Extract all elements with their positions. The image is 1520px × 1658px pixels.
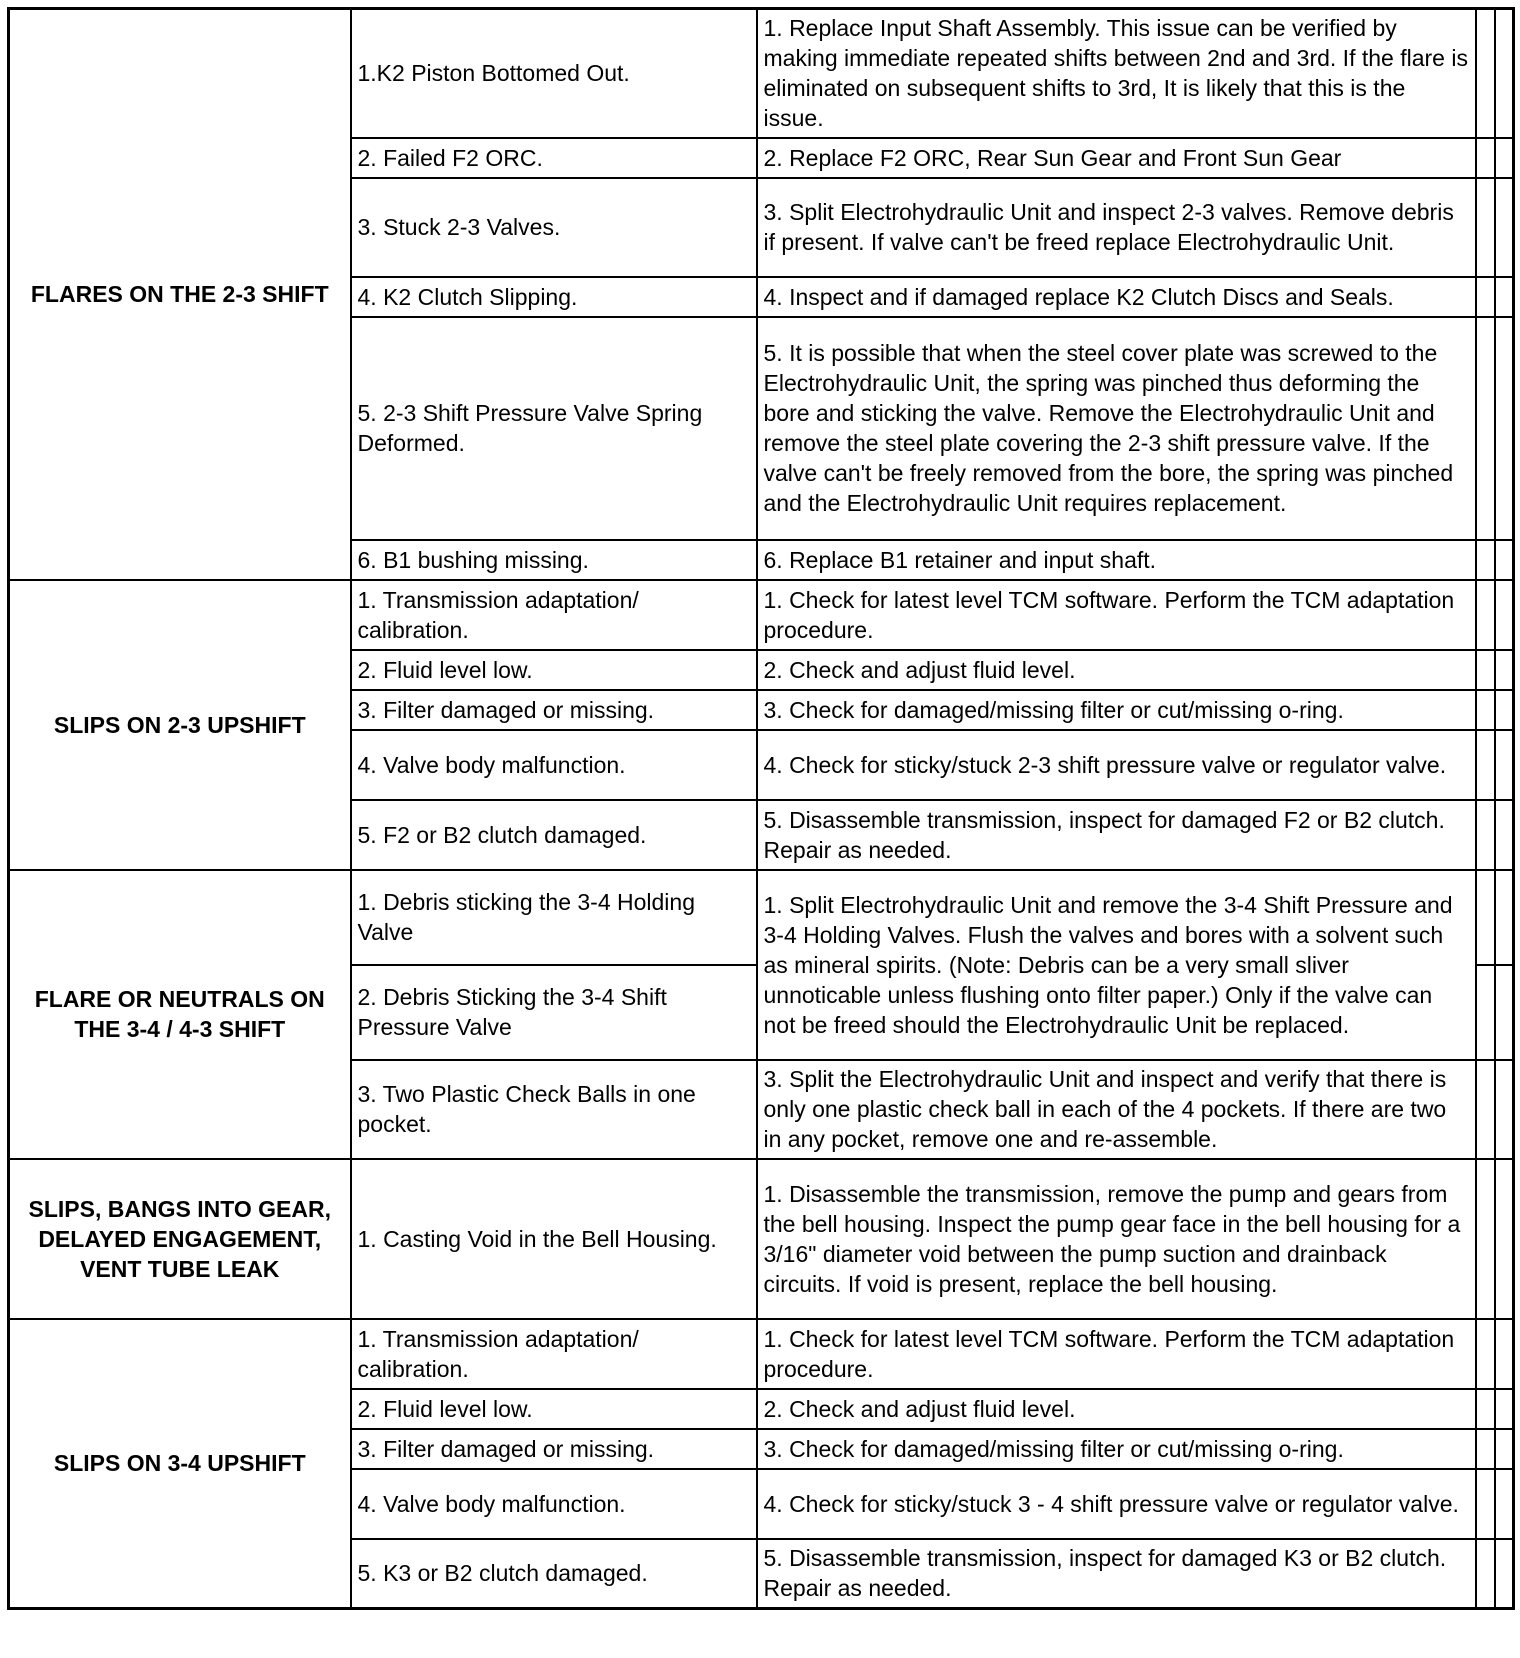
correction-cell: 5. It is possible that when the steel cover plate was screwed to the Electrohydraulic Unit, the spring was pinched thus deforming the bore and sticking the valve. Remove the Electrohydraulic Unit and remove the steel plate covering the 2-3 shift pressure valve. If the valve can't be freely removed from the bore, the spring was pinched and the Electrohydraulic Unit requires replacement. — [757, 317, 1476, 540]
check-box — [1495, 1159, 1514, 1319]
check-box — [1476, 690, 1495, 730]
cause-cell: 6. B1 bushing missing. — [351, 540, 757, 580]
correction-cell: 6. Replace B1 retainer and input shaft. — [757, 540, 1476, 580]
check-box — [1495, 965, 1514, 1060]
check-box — [1476, 800, 1495, 870]
cause-cell: 4. K2 Clutch Slipping. — [351, 277, 757, 317]
cause-cell: 4. Valve body malfunction. — [351, 1469, 757, 1539]
correction-cell: 3. Check for damaged/missing filter or cut/missing o-ring. — [757, 690, 1476, 730]
check-box — [1495, 1060, 1514, 1159]
condition-cell: SLIPS ON 3-4 UPSHIFT — [9, 1319, 351, 1609]
check-box — [1495, 277, 1514, 317]
cause-cell: 1. Casting Void in the Bell Housing. — [351, 1159, 757, 1319]
cause-cell: 5. 2-3 Shift Pressure Valve Spring Deformed. — [351, 317, 757, 540]
check-box — [1495, 317, 1514, 540]
check-box — [1476, 870, 1495, 965]
check-box — [1495, 540, 1514, 580]
check-box — [1476, 650, 1495, 690]
check-box — [1476, 730, 1495, 800]
correction-cell: 4. Inspect and if damaged replace K2 Clutch Discs and Seals. — [757, 277, 1476, 317]
cause-cell: 2. Fluid level low. — [351, 650, 757, 690]
correction-cell: 1. Split Electrohydraulic Unit and remove the 3-4 Shift Pressure and 3-4 Holding Valves. Flush the valves and bores with a solvent such as mineral spirits. (Note: Debris can be a very small sliver unnoticable unless flushing onto filter paper.) Only if the valve can not be freed should the Electrohydraulic Unit be replaced. — [757, 870, 1476, 1060]
cause-cell: 3. Two Plastic Check Balls in one pocket. — [351, 1060, 757, 1159]
check-box — [1495, 1469, 1514, 1539]
correction-cell: 5. Disassemble transmission, inspect for damaged F2 or B2 clutch. Repair as needed. — [757, 800, 1476, 870]
cause-cell: 1. Transmission adaptation/ calibration. — [351, 580, 757, 650]
cause-cell: 3. Filter damaged or missing. — [351, 690, 757, 730]
table-row — [9, 1319, 1514, 1389]
check-box — [1476, 9, 1495, 138]
check-box — [1476, 138, 1495, 178]
table-row — [9, 1159, 1514, 1319]
correction-cell: 4. Check for sticky/stuck 3 - 4 shift pressure valve or regulator valve. — [757, 1469, 1476, 1539]
condition-cell: SLIPS ON 2-3 UPSHIFT — [9, 580, 351, 870]
cause-cell: 5. F2 or B2 clutch damaged. — [351, 800, 757, 870]
table-row — [9, 580, 1514, 650]
check-box — [1476, 1469, 1495, 1539]
correction-cell: 2. Replace F2 ORC, Rear Sun Gear and Front Sun Gear — [757, 138, 1476, 178]
correction-cell: 1. Disassemble the transmission, remove the pump and gears from the bell housing. Inspect the pump gear face in the bell housing for a 3/16" diameter void between the pump suction and drainback circuits. If void is present, replace the bell housing. — [757, 1159, 1476, 1319]
check-box — [1495, 178, 1514, 277]
correction-cell: 4. Check for sticky/stuck 2-3 shift pressure valve or regulator valve. — [757, 730, 1476, 800]
check-box — [1476, 1539, 1495, 1609]
table-row — [9, 9, 1514, 138]
cause-cell: 1.K2 Piston Bottomed Out. — [351, 9, 757, 138]
cause-cell: 3. Filter damaged or missing. — [351, 1429, 757, 1469]
check-box — [1476, 580, 1495, 650]
correction-cell: 3. Split Electrohydraulic Unit and inspect 2-3 valves. Remove debris if present. If valve can't be freed replace Electrohydraulic Unit. — [757, 178, 1476, 277]
cause-cell: 2. Debris Sticking the 3-4 Shift Pressure Valve — [351, 965, 757, 1060]
check-box — [1476, 1319, 1495, 1389]
cause-cell: 1. Debris sticking the 3-4 Holding Valve — [351, 870, 757, 965]
check-box — [1495, 650, 1514, 690]
condition-cell: FLARE OR NEUTRALS ON THE 3-4 / 4-3 SHIFT — [9, 870, 351, 1159]
check-box — [1495, 1539, 1514, 1609]
correction-cell: 1. Replace Input Shaft Assembly. This issue can be verified by making immediate repeated shifts between 2nd and 3rd. If the flare is eliminated on subsequent shifts to 3rd, It is likely that this is the issue. — [757, 9, 1476, 138]
check-box — [1476, 277, 1495, 317]
check-box — [1476, 1429, 1495, 1469]
correction-cell: 3. Split the Electrohydraulic Unit and inspect and verify that there is only one plastic check ball in each of the 4 pockets. If there are two in any pocket, remove one and re-assemble. — [757, 1060, 1476, 1159]
cause-cell: 5. K3 or B2 clutch damaged. — [351, 1539, 757, 1609]
check-box — [1495, 690, 1514, 730]
table-row — [9, 870, 1514, 965]
cause-cell: 2. Failed F2 ORC. — [351, 138, 757, 178]
check-box — [1476, 317, 1495, 540]
condition-cell: FLARES ON THE 2-3 SHIFT — [9, 9, 351, 580]
correction-cell: 1. Check for latest level TCM software. Perform the TCM adaptation procedure. — [757, 1319, 1476, 1389]
check-box — [1495, 870, 1514, 965]
cause-cell: 2. Fluid level low. — [351, 1389, 757, 1429]
condition-cell: SLIPS, BANGS INTO GEAR, DELAYED ENGAGEMENT, VENT TUBE LEAK — [9, 1159, 351, 1319]
cause-cell: 3. Stuck 2-3 Valves. — [351, 178, 757, 277]
check-box — [1476, 965, 1495, 1060]
cause-cell: 1. Transmission adaptation/ calibration. — [351, 1319, 757, 1389]
check-box — [1495, 800, 1514, 870]
check-box — [1476, 1060, 1495, 1159]
check-box — [1476, 178, 1495, 277]
check-box — [1495, 1429, 1514, 1469]
check-box — [1495, 138, 1514, 178]
check-box — [1495, 1389, 1514, 1429]
check-box — [1476, 1159, 1495, 1319]
correction-cell: 2. Check and adjust fluid level. — [757, 650, 1476, 690]
correction-cell: 2. Check and adjust fluid level. — [757, 1389, 1476, 1429]
diagnosis-table — [7, 7, 1515, 1610]
correction-cell: 1. Check for latest level TCM software. Perform the TCM adaptation procedure. — [757, 580, 1476, 650]
check-box — [1476, 540, 1495, 580]
correction-cell: 5. Disassemble transmission, inspect for damaged K3 or B2 clutch. Repair as needed. — [757, 1539, 1476, 1609]
check-box — [1495, 1319, 1514, 1389]
check-box — [1495, 580, 1514, 650]
check-box — [1476, 1389, 1495, 1429]
check-box — [1495, 9, 1514, 138]
check-box — [1495, 730, 1514, 800]
cause-cell: 4. Valve body malfunction. — [351, 730, 757, 800]
correction-cell: 3. Check for damaged/missing filter or cut/missing o-ring. — [757, 1429, 1476, 1469]
